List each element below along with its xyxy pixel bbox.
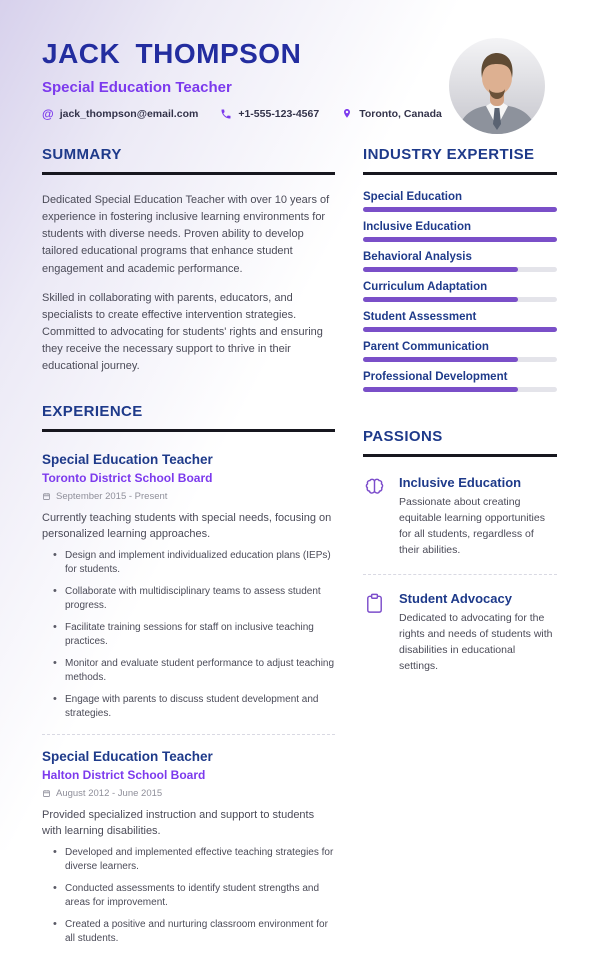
job-bullet: • Facilitate training sessions for staff on inclusive teaching practices.: [52, 621, 335, 650]
summary-section: [42, 146, 335, 376]
experience-entry: [42, 452, 335, 722]
skill-bar-fill: [363, 237, 557, 242]
skill-label: Inclusive Education: [363, 221, 471, 233]
contact-email-text: jack_thompson@email.com: [59, 108, 199, 120]
skill-label: Parent Communication: [363, 341, 489, 353]
passion-text: Passionate about creating equitable learning opportunities for all students, regardless of their abilities.: [399, 496, 545, 556]
skill-bar-fill: [363, 207, 557, 212]
passion-list: [363, 475, 557, 675]
job-bullet: • Developed and implemented effective teaching strategies for diverse learners.: [52, 846, 335, 875]
skill-label: Special Education: [363, 191, 463, 203]
job-bullet-list: [42, 549, 335, 722]
skill-label: Student Assessment: [363, 311, 477, 323]
passion-title: Student Advocacy: [399, 590, 512, 606]
experience-entry: [42, 749, 335, 947]
content-columns: [42, 146, 557, 954]
job-dates-text: September 2015 - Present: [56, 490, 168, 502]
experience-heading: EXPERIENCE: [42, 402, 143, 420]
passions-heading-rule: [363, 428, 557, 457]
expertise-heading-rule: [363, 146, 557, 175]
skill-item: [363, 371, 557, 392]
skill-bar-fill: [363, 297, 518, 302]
skill-label: Behavioral Analysis: [363, 251, 472, 263]
job-bullet: • Monitor and evaluate student performance to adjust teaching methods.: [52, 657, 335, 686]
job-description: Provided specialized instruction and support to students with learning disabilities.: [42, 808, 315, 838]
job-dates: [42, 788, 335, 799]
job-title: Special Education Teacher: [42, 748, 213, 764]
person-job-title: Special Education Teacher: [42, 79, 232, 96]
summary-body: [42, 192, 335, 376]
avatar: [449, 38, 545, 134]
header: [42, 38, 557, 120]
skill-list: [363, 191, 557, 392]
passion-content: [399, 475, 557, 559]
skill-label: Professional Development: [363, 371, 508, 383]
job-bullet: • Collaborate with multidisciplinary teams to assess student progress.: [52, 585, 335, 614]
contact-phone[interactable]: [220, 108, 319, 120]
skill-item: [363, 221, 557, 242]
passion-text: Dedicated to advocating for the rights and needs of students with disabilities in educational settings.: [399, 611, 553, 672]
job-bullet: • Design and implement individualized education plans (IEPs) for students.: [52, 549, 335, 578]
skill-item: [363, 341, 557, 362]
skill-bar-fill: [363, 267, 518, 272]
skill-bar-fill: [363, 327, 557, 332]
skill-bar-track: [363, 297, 557, 302]
at-icon: @: [42, 107, 54, 121]
industry-expertise-section: [363, 146, 557, 392]
avatar-photo: [449, 38, 545, 134]
passions-divider: [363, 574, 557, 575]
person-name: JACK THOMPSON: [42, 38, 302, 69]
skill-bar-fill: [363, 387, 518, 392]
experience-heading-rule: [42, 403, 335, 432]
clipboard-icon: [363, 592, 386, 615]
skill-item: [363, 251, 557, 272]
passions-section: [363, 428, 557, 675]
skill-bar-track: [363, 327, 557, 332]
skill-item: [363, 191, 557, 212]
calendar-icon: [42, 492, 51, 501]
skill-item: [363, 311, 557, 332]
passions-heading: PASSIONS: [363, 428, 443, 445]
skill-bar-track: [363, 387, 557, 392]
passion-item: [363, 475, 557, 559]
summary-heading: SUMMARY: [42, 146, 122, 163]
right-column: [363, 146, 557, 954]
expertise-heading: INDUSTRY EXPERTISE: [363, 146, 535, 163]
job-description: Currently teaching students with special needs, focusing on personalized learning approaches.: [42, 511, 332, 541]
contact-location[interactable]: [341, 108, 442, 120]
job-bullet: • Engage with parents to discuss student development and strategies.: [52, 693, 335, 722]
job-company: Toronto District School Board: [42, 470, 213, 485]
phone-icon: [220, 108, 232, 120]
contact-location-text: Toronto, Canada: [359, 108, 442, 120]
experience-section: [42, 403, 335, 947]
calendar-icon: [42, 789, 51, 798]
job-company: Halton District School Board: [42, 767, 206, 782]
skill-bar-track: [363, 357, 557, 362]
job-bullet: • Created a positive and nurturing classroom environment for all students.: [52, 918, 335, 947]
skill-bar-fill: [363, 357, 518, 362]
job-title: Special Education Teacher: [42, 451, 213, 467]
passion-content: [399, 591, 557, 675]
skill-bar-track: [363, 237, 557, 242]
skill-label: Curriculum Adaptation: [363, 281, 488, 293]
summary-paragraph: Skilled in collaborating with parents, educators, and specialists to create effective intervention strategies. Committed to advocating for students' rights and ensuring they receive the necessary support to thrive in their educational journey.: [42, 291, 323, 373]
experience-divider: [42, 734, 335, 735]
summary-heading-rule: [42, 146, 335, 175]
job-dates-text: August 2012 - June 2015: [56, 787, 163, 799]
brain-icon: [363, 476, 386, 499]
pin-icon: [341, 108, 353, 120]
left-column: [42, 146, 335, 954]
skill-bar-track: [363, 267, 557, 272]
contact-phone-text: +1-555-123-4567: [238, 108, 320, 120]
contact-email[interactable]: [42, 108, 198, 120]
passion-item: [363, 591, 557, 675]
job-bullet: • Conducted assessments to identify student strengths and areas for improvement.: [52, 882, 335, 911]
passion-title: Inclusive Education: [399, 475, 522, 490]
job-bullet-list: [42, 846, 335, 947]
skill-item: [363, 281, 557, 302]
skill-bar-track: [363, 207, 557, 212]
job-dates: [42, 491, 335, 502]
summary-paragraph: Dedicated Special Education Teacher with over 10 years of experience in fostering inclusive learning environments for students with diverse needs. Proven ability to develop tailored educational programs that enhance student engagement and academic performance.: [42, 194, 330, 275]
